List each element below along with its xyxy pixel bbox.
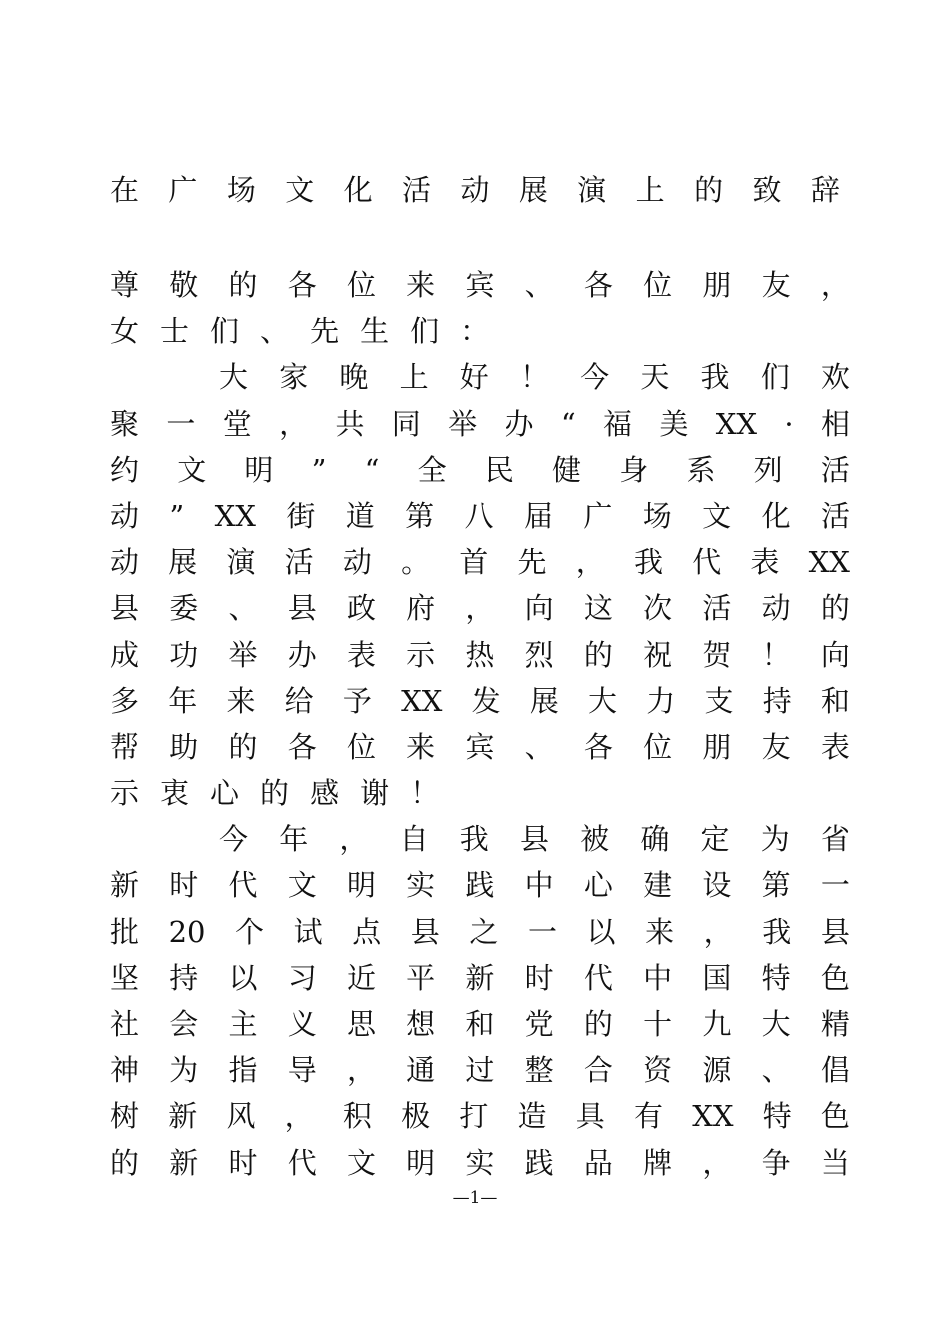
- body-glyph: 敬: [169, 268, 199, 302]
- body-glyph: 美: [659, 406, 689, 441]
- body-glyph: 力: [646, 683, 676, 718]
- body-line: [110, 816, 850, 862]
- body-glyph: 谢: [360, 776, 390, 811]
- body-glyph: 家: [279, 360, 309, 395]
- body-glyph: 县: [110, 591, 140, 626]
- page-number: —1—: [452, 1188, 498, 1208]
- body-glyph: 代: [287, 1145, 317, 1180]
- body-glyph: 功: [169, 637, 199, 672]
- body-glyph: 整: [524, 1053, 554, 1088]
- body-glyph: 们: [210, 314, 240, 349]
- body-glyph: 。: [401, 545, 431, 580]
- body-glyph: 持: [762, 683, 792, 718]
- body-glyph: 品: [583, 1145, 613, 1180]
- body-glyph: 各: [287, 729, 317, 764]
- body-glyph: 共: [335, 406, 365, 441]
- body-glyph: 、: [524, 268, 554, 302]
- body-glyph: 积: [342, 1099, 372, 1134]
- body-glyph: 友: [761, 729, 791, 764]
- body-glyph: 设: [702, 868, 732, 903]
- body-glyph: 习: [287, 960, 317, 995]
- body-glyph: 广: [583, 498, 613, 533]
- body-glyph: 来: [406, 268, 436, 302]
- body-glyph: 当: [820, 1145, 850, 1180]
- body-glyph: 大: [588, 683, 618, 718]
- body-glyph: 明: [346, 868, 376, 903]
- body-glyph: 建: [643, 868, 673, 903]
- body-glyph: 系: [686, 452, 716, 487]
- body-glyph: XX: [808, 545, 850, 580]
- title-glyph: 辞: [810, 173, 840, 207]
- body-glyph: ，: [702, 1145, 732, 1180]
- body-glyph: 举: [228, 637, 258, 672]
- body-glyph: 极: [401, 1099, 431, 1134]
- body-glyph: 试: [293, 914, 323, 949]
- body-glyph: 为: [169, 1053, 199, 1088]
- body-glyph: 约: [110, 452, 140, 487]
- body-glyph: 色: [820, 960, 850, 995]
- body-line: [110, 493, 850, 539]
- body-glyph: 全: [417, 452, 447, 487]
- body-glyph: 树: [110, 1099, 140, 1134]
- body-glyph: 动: [761, 591, 791, 626]
- body-glyph: 给: [284, 683, 314, 718]
- body-glyph: 以: [228, 960, 258, 995]
- body-glyph: ”: [169, 498, 185, 533]
- body-glyph: 县: [287, 591, 317, 626]
- body-glyph: 指: [228, 1053, 258, 1088]
- body-glyph: 党: [524, 1007, 554, 1041]
- body-glyph: 践: [465, 868, 495, 903]
- body-glyph: 自: [399, 822, 429, 857]
- title-glyph: 的: [694, 173, 724, 207]
- body-glyph: 、: [260, 314, 290, 349]
- body-glyph: 年: [168, 683, 198, 718]
- body-glyph: 通: [406, 1053, 436, 1088]
- body-glyph: 欢: [820, 360, 850, 395]
- body-glyph: 、: [228, 591, 258, 626]
- body-glyph: 首: [459, 545, 489, 580]
- body-glyph: 天: [640, 360, 670, 395]
- body-glyph: 示: [110, 776, 140, 811]
- body-glyph: 位: [643, 268, 673, 302]
- body-glyph: 的: [583, 637, 613, 672]
- title-glyph: 展: [518, 173, 548, 207]
- body-glyph: 尊: [110, 268, 140, 302]
- body-glyph: 这: [583, 591, 613, 626]
- body-glyph: 感: [310, 776, 340, 811]
- body-glyph: 神: [110, 1053, 140, 1088]
- body-glyph: 表: [750, 545, 780, 580]
- body-glyph: 实: [465, 1145, 495, 1180]
- body-glyph: 新: [168, 1099, 198, 1134]
- body-glyph: ！: [410, 776, 440, 811]
- body-glyph: 祝: [643, 637, 673, 672]
- body-glyph: 各: [583, 729, 613, 764]
- body-line: [110, 955, 850, 1001]
- body-glyph: 办: [504, 406, 534, 441]
- body-glyph: 政: [346, 591, 376, 626]
- body-glyph: 向: [820, 637, 850, 672]
- body-glyph: 友: [761, 268, 791, 302]
- body-glyph: 位: [643, 729, 673, 764]
- body-glyph: 一: [166, 406, 196, 441]
- body-glyph: 明: [406, 1145, 436, 1180]
- body-glyph: 、: [524, 729, 554, 764]
- body-glyph: ，: [820, 268, 850, 302]
- body-glyph: 演: [226, 545, 256, 580]
- body-glyph: 位: [346, 729, 376, 764]
- body-glyph: 县: [820, 914, 850, 949]
- body-glyph: ，: [284, 1099, 314, 1134]
- body-glyph: 过: [465, 1053, 495, 1088]
- body-glyph: 县: [410, 914, 440, 949]
- body-glyph: 活: [284, 545, 314, 580]
- body-glyph: 活: [820, 498, 850, 533]
- body-glyph: 我: [459, 822, 489, 857]
- body-glyph: 民: [484, 452, 514, 487]
- body-glyph: 20: [168, 914, 206, 949]
- body-glyph: 发: [471, 683, 501, 718]
- body-line: [110, 724, 850, 770]
- body-glyph: 想: [406, 1007, 436, 1041]
- body-glyph: 衷: [160, 776, 190, 811]
- body-glyph: 导: [287, 1053, 317, 1088]
- body-glyph: 帮: [110, 729, 140, 764]
- body-glyph: 省: [820, 822, 850, 857]
- title-glyph: 广: [168, 173, 198, 207]
- body-glyph: 多: [110, 683, 140, 718]
- body-glyph: 精: [820, 1007, 850, 1041]
- body-glyph: 府: [406, 591, 436, 626]
- body-glyph: 予: [342, 683, 372, 718]
- body-glyph: 来: [645, 914, 675, 949]
- body-glyph: 的: [583, 1007, 613, 1041]
- body-line: [110, 585, 850, 631]
- body-glyph: 、: [761, 1053, 791, 1088]
- body-glyph: 之: [469, 914, 499, 949]
- body-glyph: 次: [643, 591, 673, 626]
- body-glyph: 助: [169, 729, 199, 764]
- body-glyph: 色: [820, 1099, 850, 1134]
- title-glyph: 活: [402, 173, 432, 207]
- body-line: [110, 262, 850, 308]
- title-glyph: 上: [635, 173, 665, 207]
- body-glyph: 位: [346, 268, 376, 302]
- body-glyph: 第: [405, 498, 435, 533]
- body-glyph: 文: [346, 1145, 376, 1180]
- body-glyph: 动: [110, 545, 140, 580]
- body-glyph: 朋: [702, 729, 732, 764]
- body-glyph: 来: [226, 683, 256, 718]
- body-glyph: 堂: [222, 406, 252, 441]
- body-glyph: ，: [575, 545, 605, 580]
- body-glyph: 一: [527, 914, 557, 949]
- body-glyph: 争: [761, 1145, 791, 1180]
- body-glyph: 社: [110, 1007, 140, 1041]
- body-glyph: 打: [459, 1099, 489, 1134]
- body-glyph: 近: [346, 960, 376, 995]
- body-glyph: 和: [820, 683, 850, 718]
- body-glyph: 心: [210, 776, 240, 811]
- body-glyph: 的: [228, 268, 258, 302]
- body-glyph: 义: [287, 1007, 317, 1041]
- body-glyph: 相: [820, 406, 850, 441]
- body-line: [110, 1047, 850, 1093]
- body-glyph: 贺: [702, 637, 732, 672]
- body-glyph: 列: [753, 452, 783, 487]
- body-glyph: 动: [342, 545, 372, 580]
- body-glyph: 的: [820, 591, 850, 626]
- body-line: [110, 632, 850, 678]
- body-glyph: 动: [110, 498, 140, 533]
- body-glyph: 风: [226, 1099, 256, 1134]
- body-glyph: 和: [465, 1007, 495, 1041]
- body-glyph: 们: [410, 314, 440, 349]
- body-glyph: 各: [287, 268, 317, 302]
- body-glyph: 会: [169, 1007, 199, 1041]
- body-glyph: ，: [279, 406, 309, 441]
- body-glyph: 晚: [339, 360, 369, 395]
- title-glyph: 场: [226, 173, 256, 207]
- body-glyph: 上: [399, 360, 429, 395]
- body-line: [110, 678, 850, 724]
- body-glyph: ，: [465, 591, 495, 626]
- title-glyph: 在: [110, 173, 140, 207]
- body-glyph: 来: [406, 729, 436, 764]
- body-glyph: 中: [643, 960, 673, 995]
- body-glyph: 展: [529, 683, 559, 718]
- body-glyph: 热: [465, 637, 495, 672]
- title-glyph: 化: [343, 173, 373, 207]
- body-glyph: 时: [524, 960, 554, 995]
- body-glyph: 文: [177, 452, 207, 487]
- body-glyph: 心: [583, 868, 613, 903]
- body-glyph: 中: [524, 868, 554, 903]
- body-glyph: 同: [391, 406, 421, 441]
- body-glyph: XX: [401, 683, 443, 718]
- body-glyph: 被: [580, 822, 610, 857]
- body-glyph: 举: [448, 406, 478, 441]
- title-glyph: 致: [752, 173, 782, 207]
- body-line: [110, 770, 850, 816]
- body-line: [110, 539, 850, 585]
- body-glyph: “: [364, 452, 380, 487]
- body-glyph: 特: [762, 1099, 792, 1134]
- body-glyph: ：: [460, 314, 490, 349]
- body-glyph: 先: [517, 545, 547, 580]
- body-line: [110, 447, 850, 493]
- body-glyph: 我: [700, 360, 730, 395]
- body-glyph: 新: [465, 960, 495, 995]
- body-glyph: 身: [619, 452, 649, 487]
- body-glyph: 表: [346, 637, 376, 672]
- body-glyph: ！: [761, 637, 791, 672]
- body-glyph: 牌: [643, 1145, 673, 1180]
- body-glyph: 确: [640, 822, 670, 857]
- body-glyph: ！: [519, 360, 549, 395]
- body-glyph: 平: [406, 960, 436, 995]
- body-glyph: 持: [169, 960, 199, 995]
- body-glyph: 代: [583, 960, 613, 995]
- body-line: [110, 862, 850, 908]
- body-glyph: 年: [279, 822, 309, 857]
- body-glyph: 各: [583, 268, 613, 302]
- title-glyph: 文: [285, 173, 315, 207]
- body-glyph: 朋: [702, 268, 732, 302]
- body-glyph: 十: [643, 1007, 673, 1041]
- body-glyph: 造: [517, 1099, 547, 1134]
- body-line: [110, 354, 850, 400]
- body-glyph: ，: [346, 1053, 376, 1088]
- body-glyph: 届: [523, 498, 553, 533]
- body-glyph: 的: [228, 729, 258, 764]
- body-glyph: XX: [692, 1099, 734, 1134]
- body-glyph: 生: [360, 314, 390, 349]
- body-line: [110, 1140, 850, 1186]
- body-glyph: 文: [287, 868, 317, 903]
- body-glyph: 我: [762, 914, 792, 949]
- body-glyph: 倡: [820, 1053, 850, 1088]
- body-glyph: 展: [168, 545, 198, 580]
- body-glyph: 点: [352, 914, 382, 949]
- body-glyph: 表: [820, 729, 850, 764]
- body-glyph: 有: [633, 1099, 663, 1134]
- body-glyph: ，: [339, 822, 369, 857]
- body-glyph: 个: [235, 914, 265, 949]
- body-glyph: 聚: [110, 406, 140, 441]
- body-glyph: 以: [586, 914, 616, 949]
- body-glyph: 宾: [465, 729, 495, 764]
- body-glyph: 委: [169, 591, 199, 626]
- body-glyph: 源: [702, 1053, 732, 1088]
- body-glyph: 合: [583, 1053, 613, 1088]
- body-glyph: 主: [228, 1007, 258, 1041]
- title-glyph: 动: [460, 173, 490, 207]
- body-glyph: 先: [310, 314, 340, 349]
- body-glyph: 福: [603, 406, 633, 441]
- body-glyph: XX: [715, 406, 758, 441]
- body-glyph: 代: [228, 868, 258, 903]
- body-glyph: 示: [406, 637, 436, 672]
- body-glyph: 成: [110, 637, 140, 672]
- body-glyph: 实: [406, 868, 436, 903]
- body-glyph: 坚: [110, 960, 140, 995]
- body-glyph: 街: [286, 498, 316, 533]
- body-glyph: 今: [219, 822, 249, 857]
- body-glyph: 批: [110, 914, 140, 949]
- body-glyph: 大: [219, 360, 249, 395]
- body-glyph: 健: [552, 452, 582, 487]
- body-glyph: 支: [704, 683, 734, 718]
- body-glyph: 女: [110, 314, 140, 349]
- body-glyph: 今: [580, 360, 610, 395]
- body-line: [110, 909, 850, 955]
- body-glyph: 新: [169, 1145, 199, 1180]
- body-glyph: 化: [761, 498, 791, 533]
- body-glyph: 的: [260, 776, 290, 811]
- body-glyph: 宾: [465, 268, 495, 302]
- body-glyph: 时: [228, 1145, 258, 1180]
- body-glyph: 的: [110, 1145, 140, 1180]
- body-glyph: 资: [643, 1053, 673, 1088]
- body-line: [110, 1093, 850, 1139]
- body-line: [110, 308, 850, 354]
- body-glyph: 时: [169, 868, 199, 903]
- body-glyph: XX: [214, 498, 256, 533]
- body-glyph: 第: [761, 868, 791, 903]
- body-glyph: 县: [519, 822, 549, 857]
- body-glyph: 好: [459, 360, 489, 395]
- body-glyph: 办: [287, 637, 317, 672]
- body-glyph: 场: [642, 498, 672, 533]
- body-glyph: 八: [464, 498, 494, 533]
- body-glyph: 大: [761, 1007, 791, 1041]
- body-glyph: “: [560, 406, 576, 441]
- body-glyph: ，: [703, 914, 733, 949]
- body-glyph: 具: [575, 1099, 605, 1134]
- body-glyph: 向: [524, 591, 554, 626]
- document-body: [110, 262, 850, 1186]
- body-glyph: 们: [760, 360, 790, 395]
- title-glyph: 演: [577, 173, 607, 207]
- body-glyph: 为: [760, 822, 790, 857]
- body-glyph: 代: [692, 545, 722, 580]
- body-glyph: 新: [110, 868, 140, 903]
- body-glyph: 文: [702, 498, 732, 533]
- body-glyph: 活: [820, 452, 850, 487]
- body-glyph: 活: [702, 591, 732, 626]
- body-glyph: 国: [702, 960, 732, 995]
- body-glyph: 思: [346, 1007, 376, 1041]
- body-glyph: 一: [820, 868, 850, 903]
- body-glyph: 九: [702, 1007, 732, 1041]
- body-glyph: 践: [524, 1145, 554, 1180]
- document-title: [110, 170, 840, 210]
- body-line: [110, 1001, 850, 1047]
- body-glyph: 明: [244, 452, 274, 487]
- body-glyph: 士: [160, 314, 190, 349]
- body-glyph: 烈: [524, 637, 554, 672]
- body-glyph: ·: [784, 406, 794, 441]
- body-glyph: 定: [700, 822, 730, 857]
- body-glyph: 我: [633, 545, 663, 580]
- body-line: [110, 401, 850, 447]
- body-glyph: 道: [345, 498, 375, 533]
- body-glyph: 特: [761, 960, 791, 995]
- body-glyph: ”: [311, 452, 327, 487]
